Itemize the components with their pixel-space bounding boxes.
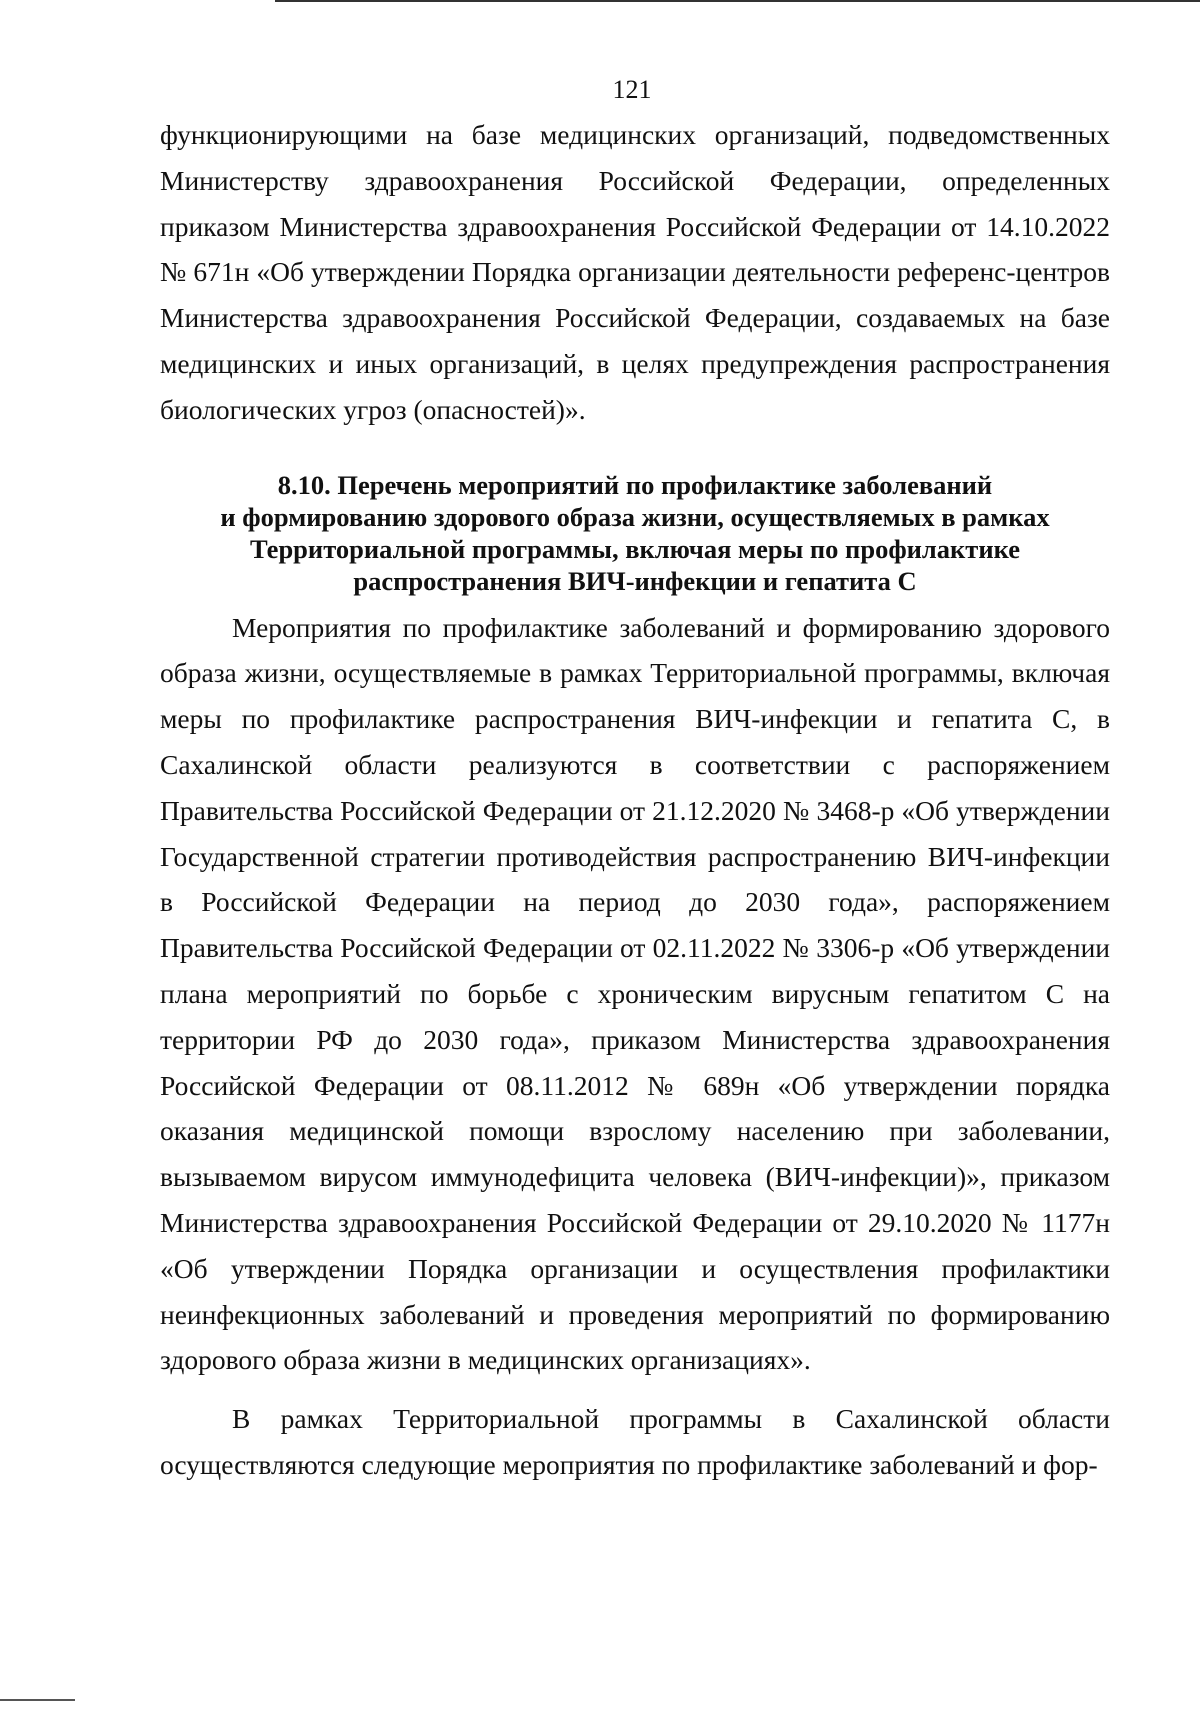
top-scan-rule [275,0,1200,2]
section-heading-line: Территориальной программы, включая меры по профилактике [250,533,1020,564]
section-heading-line: 8.10. Перечень мероприятий по профилактике заболеваний [277,469,993,500]
section-heading-line: и формированию здорового образа жизни, осуществляемых в рамках [220,501,1050,532]
paragraph-measures: Мероприятия по профилактике заболеваний и формированию здорового образа жизни, осуществляемые в рамках Территориальной программы, включая меры по профилактике распространения ВИЧ-инфекции и гепатита С, в Сахалинской области реализуются в соответствии с распоряжением Правительства Российской Федерации от 21.12.2020 № 3468-р «Об утверждении Государственной стратегии противодействия распространению ВИЧ-инфекции в Российской Федерации на период до 2030 года», распоряжением Правительства Российской Федерации от 02.11.2022 № 3306-р «Об утверждении плана мероприятий по борьбе с хроническим вирусным гепатитом С на территории РФ до 2030 года», приказом Министерства здравоохранения Российской Федерации от 08.11.2012 № 689н «Об утверждении порядка оказания медицинской помощи взрослому населению при заболевании, вызываемом вирусом иммунодефицита человека (ВИЧ-инфекции)», приказом Министерства здравоохранения Российской Федерации от 29.10.2020 № 1177н «Об утверждении Порядка организации и осуществления профилактики неинфекционных заболеваний и проведения мероприятий по формированию здорового образа жизни в медицинских организациях». [160,611,1110,1376]
paragraph-within-program: В рамках Территориальной программы в Сахалинской области осуществляются следующие мероприятия по профилактике заболеваний и фор- [160,1403,1110,1480]
section-heading [160,469,1110,597]
paragraph-continuation: функционирующими на базе медицинских организаций, подведомственных Министерству здравоохранения Российской Федерации, определенных приказом Министерства здравоохранения Российской Федерации от 14.10.2022 № 671н «Об утверждении Порядка организации деятельности референс-центров Министерства здравоохранения Российской Федерации, создаваемых на базе медицинских и иных организаций, в целях предупреждения распространения биологических угроз (опасностей)». [160,119,1110,425]
bottom-scan-rule [0,1699,75,1701]
page-content [160,112,1110,1488]
section-heading-line: распространения ВИЧ-инфекции и гепатита С [353,565,917,596]
page-number: 121 [612,75,652,104]
